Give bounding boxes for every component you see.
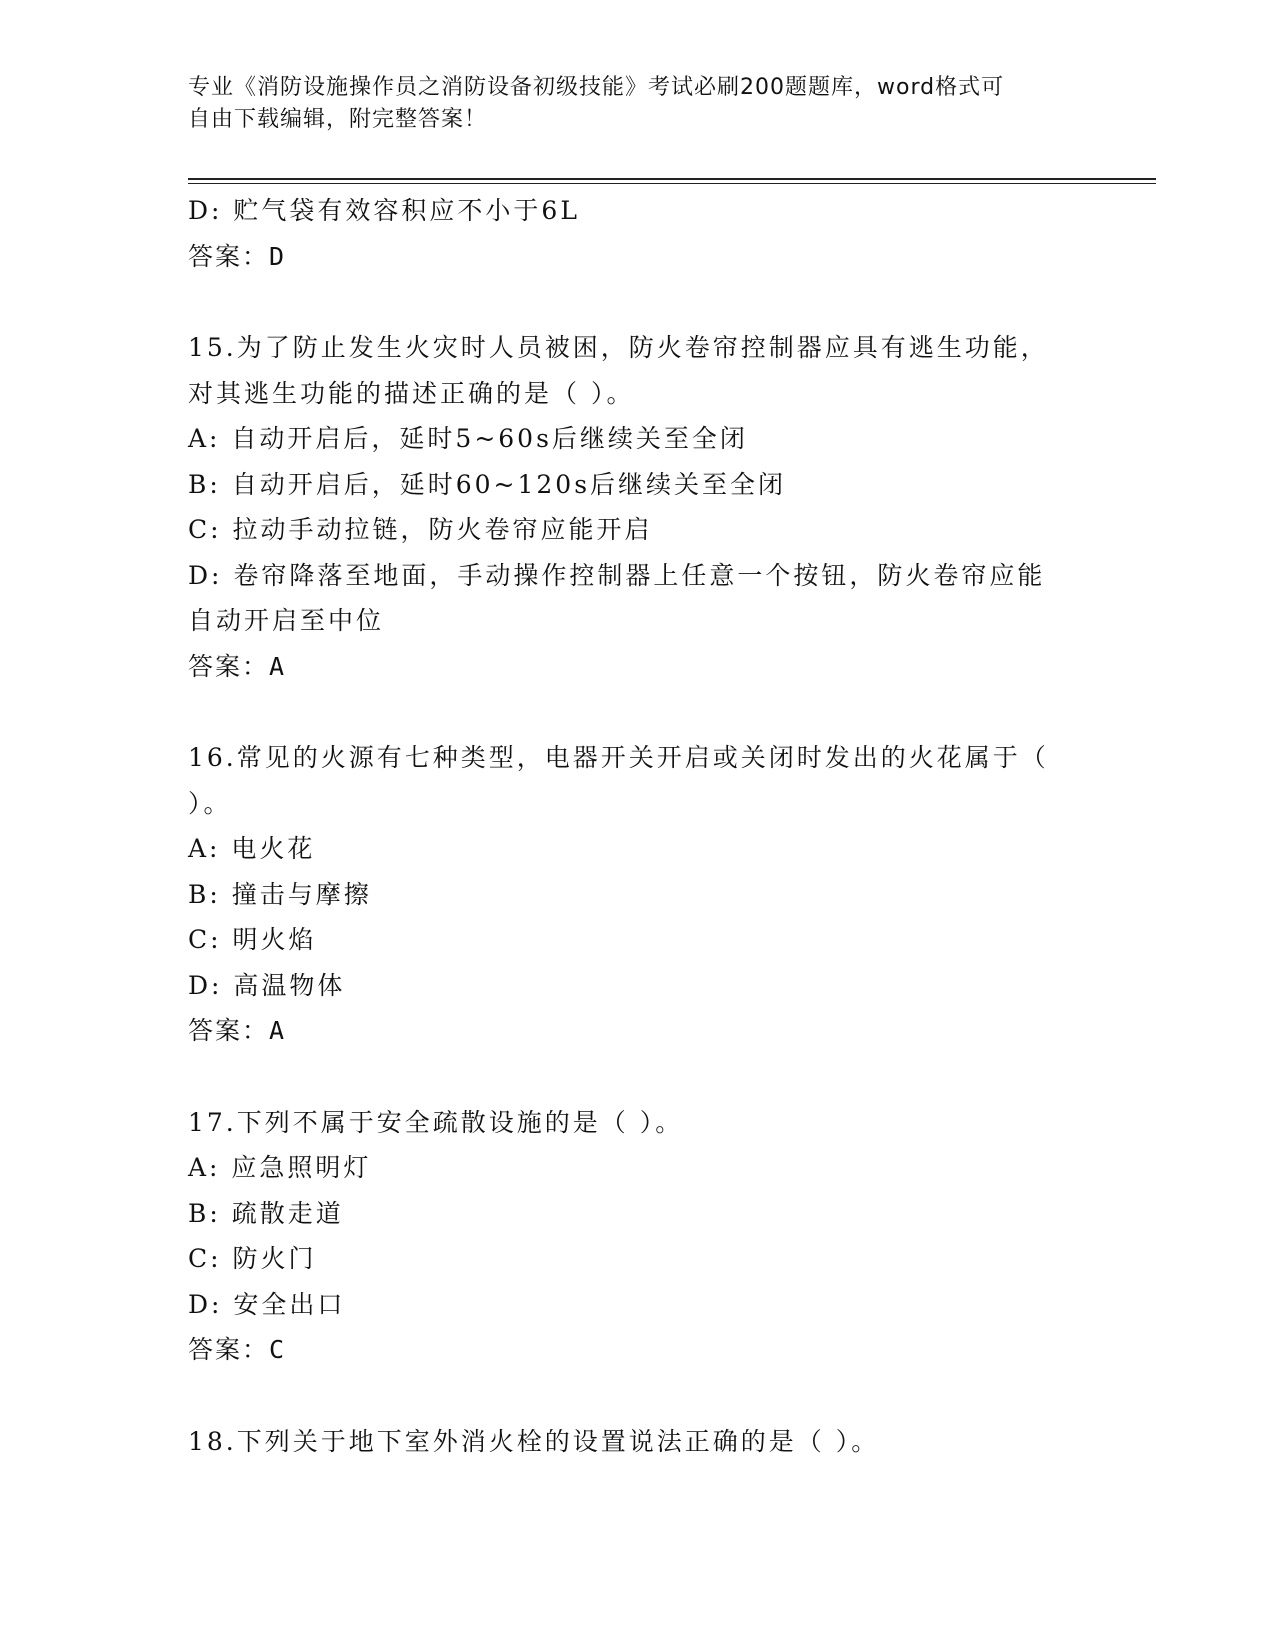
question-18 xyxy=(188,1419,1088,1465)
question-15 xyxy=(188,325,1088,689)
option-b: B: 自动开启后，延时60~120s后继续关至全闭 xyxy=(188,469,787,499)
option-c: C: 防火门 xyxy=(188,1244,317,1273)
document-header xyxy=(188,72,1088,136)
option-d-continued: 自动开启至中位 xyxy=(188,606,385,635)
option-a: A: 应急照明灯 xyxy=(188,1153,372,1182)
answer-value: C xyxy=(269,1335,287,1364)
header-divider-thin xyxy=(188,183,1156,184)
question-16 xyxy=(188,735,1088,1054)
question-14-tail xyxy=(188,188,1088,279)
option-d: D: 高温物体 xyxy=(188,970,346,1000)
option-a: A: 自动开启后，延时5~60s后继续关至全闭 xyxy=(188,424,748,453)
option-a: A: 电火花 xyxy=(188,834,316,863)
question-stem: 18.下列关于地下室外消火栓的设置说法正确的是（ ）。 xyxy=(188,1426,880,1456)
option-d: D: 卷帘降落至地面，手动操作控制器上任意一个按钮，防火卷帘应能 xyxy=(188,560,1046,590)
answer-label: 答案： xyxy=(188,241,270,271)
option-d: D: 贮气袋有效容积应不小于6L xyxy=(188,196,580,225)
answer-label: 答案： xyxy=(188,651,270,681)
option-c: C: 明火焰 xyxy=(188,925,317,954)
answer-line xyxy=(188,234,1088,280)
answer-line xyxy=(188,1327,1088,1373)
header-divider-thick xyxy=(188,178,1156,180)
answer-value: A xyxy=(269,651,287,681)
answer-value: A xyxy=(269,1016,287,1045)
question-list xyxy=(188,188,1088,1464)
answer-line xyxy=(188,644,1088,690)
question-stem: 17.下列不属于安全疏散设施的是（ ）。 xyxy=(188,1107,684,1137)
header-line-1: 专业《消防设施操作员之消防设备初级技能》考试必刷200题题库，word格式可 xyxy=(188,75,1005,100)
option-b: B: 疏散走道 xyxy=(188,1198,344,1228)
answer-value: D xyxy=(269,241,287,271)
question-stem-continued: 对其逃生功能的描述正确的是（ ）。 xyxy=(188,378,635,408)
question-stem-continued: ）。 xyxy=(188,788,232,818)
answer-label: 答案： xyxy=(188,1016,270,1045)
question-17 xyxy=(188,1100,1088,1373)
answer-label: 答案： xyxy=(188,1335,270,1364)
option-d: D: 安全出口 xyxy=(188,1289,346,1319)
question-stem: 15.为了防止发生火灾时人员被困，防火卷帘控制器应具有逃生功能， xyxy=(188,333,1049,362)
header-line-2: 自由下载编辑，附完整答案！ xyxy=(188,107,488,132)
question-stem: 16.常见的火源有七种类型，电器开关开启或关闭时发出的火花属于（ xyxy=(188,743,1049,772)
option-c: C: 拉动手动拉链，防火卷帘应能开启 xyxy=(188,515,653,544)
answer-line xyxy=(188,1008,1088,1054)
option-b: B: 撞击与摩擦 xyxy=(188,879,372,909)
